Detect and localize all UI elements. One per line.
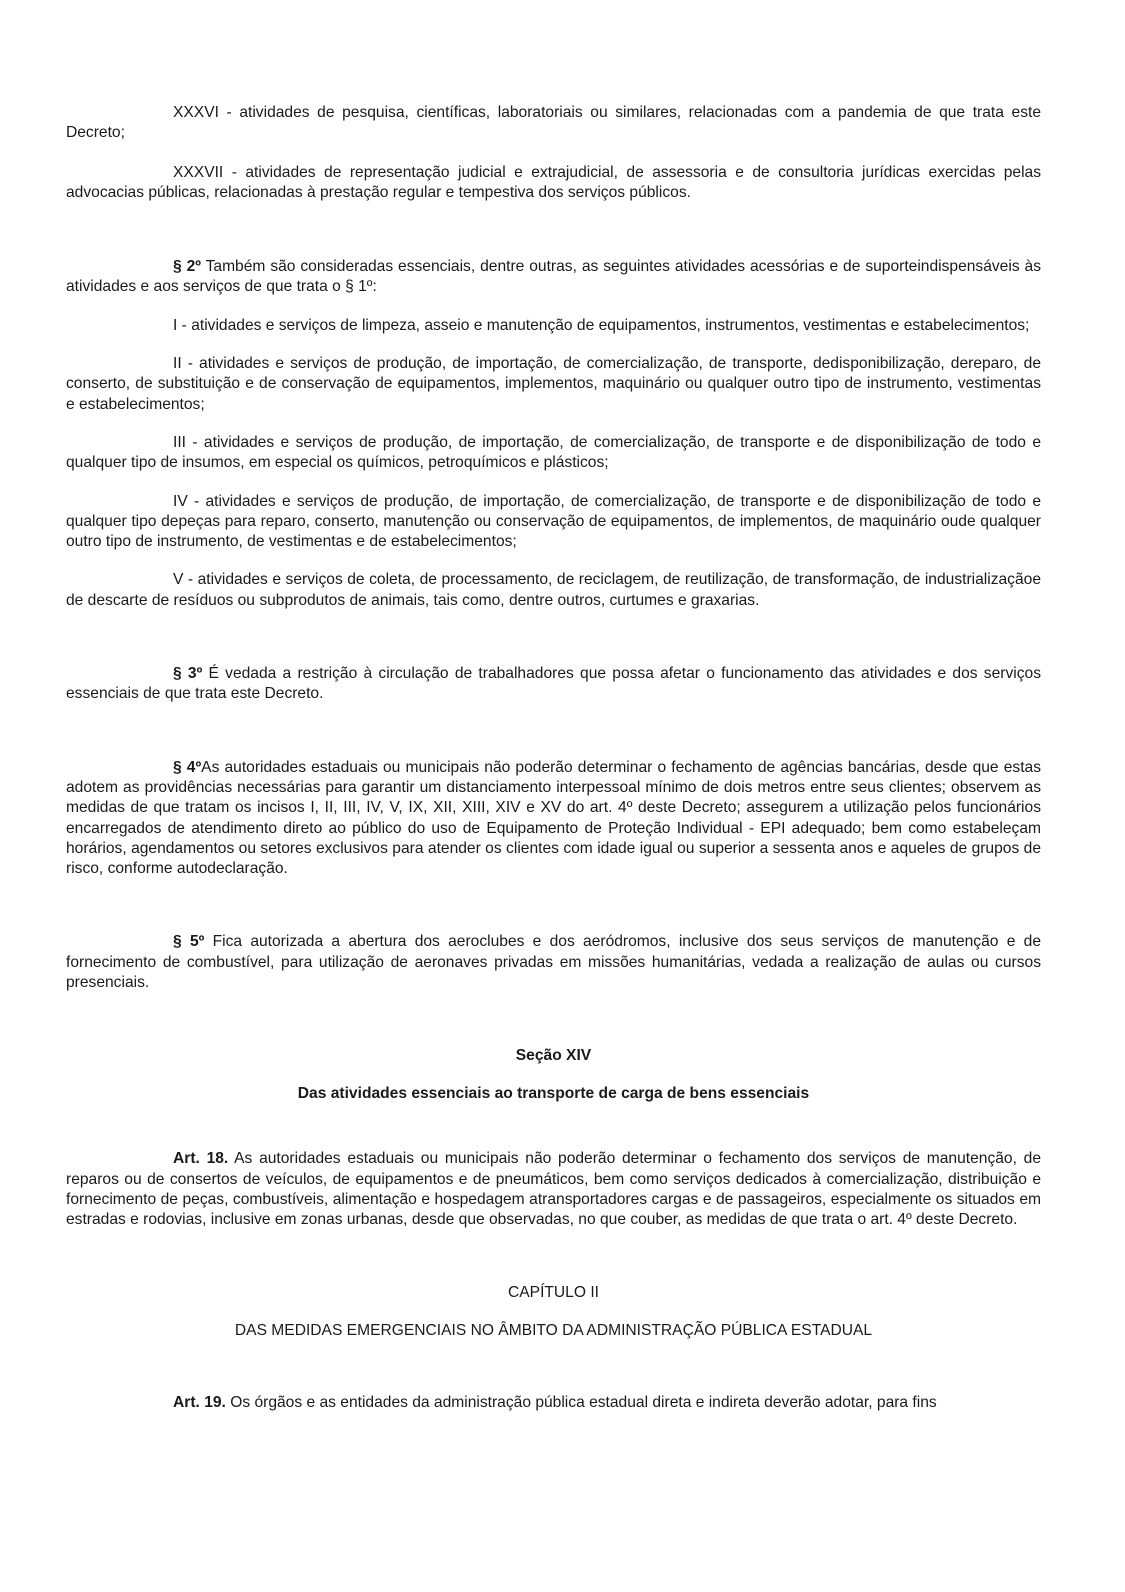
- inciso-xxxvii: XXXVII - atividades de representação judicial e extrajudicial, de assessoria e de consultoria jurídicas exercidas pelas advocacias públicas, relacionadas à prestação regular e tempestiva dos serviços públicos.: [66, 163, 1041, 201]
- inciso-iii: III - atividades e serviços de produção, de importação, de comercialização, de transporte e de disponibilização de todo e qualquer tipo de insumos, em especial os químicos, petroquímicos e plásticos;: [66, 433, 1041, 472]
- paragraph-5-text: Fica autorizada a abertura dos aeroclubes e dos aeródromos, inclusive dos seus serviços de manutenção e de fornecimento de combustível, para utilização de aeronaves privadas em missões humanitárias, vedada a realização de aulas ou cursos presenciais.: [66, 933, 1041, 992]
- inciso-ii: II - atividades e serviços de produção, de importação, de comercialização, de transporte, dedisponibilização, dereparo, de conserto, de substituição e de conservação de equipamentos, implementos, maquinário ou qualquer outro tipo de instrumento, vestimentas e estabelecimentos;: [66, 355, 1041, 413]
- article-19-label: Art. 19.: [173, 1393, 226, 1411]
- article-18-label: Art. 18.: [173, 1150, 229, 1168]
- paragraph-2-label: § 2º: [173, 258, 201, 276]
- article-19: [66, 1393, 1041, 1413]
- paragraph-4: [66, 758, 1041, 880]
- article-18: [66, 1149, 1041, 1230]
- inciso-v: V - atividades e serviços de coleta, de processamento, de reciclagem, de reutilização, de transformação, de industrializaçãoe de descarte de resíduos ou subprodutos de animais, tais como, dentre outros, curtumes e graxarias.: [66, 571, 1041, 609]
- chapter-title: CAPÍTULO II: [508, 1283, 599, 1301]
- inciso-iv: IV - atividades e serviços de produção, de importação, de comercialização, de transporte e de disponibilização de todo e qualquer tipo depeças para reparo, conserto, manutenção ou conservação de equipamentos, de implementos, de maquinário oude qualquer outro tipo de instrumento, de vestimentas e de estabelecimentos;: [66, 492, 1041, 551]
- inciso-xxxvi: XXXVI - atividades de pesquisa, científicas, laboratoriais ou similares, relacionadas com a pandemia de que trata este Decreto;: [66, 104, 1041, 142]
- inciso-i: I - atividades e serviços de limpeza, asseio e manutenção de equipamentos, instrumentos, vestimentas e estabelecimentos;: [173, 316, 1030, 334]
- paragraph-3: [66, 664, 1041, 705]
- paragraph-4-label: § 4º: [173, 758, 202, 776]
- chapter-subtitle: DAS MEDIDAS EMERGENCIAIS NO ÂMBITO DA ADMINISTRAÇÃO PÚBLICA ESTADUAL: [234, 1321, 873, 1339]
- paragraph-2: [66, 257, 1041, 298]
- section-subtitle: Das atividades essenciais ao transporte de carga de bens essenciais: [297, 1085, 810, 1103]
- paragraph-5: [66, 932, 1041, 993]
- article-19-text: Os órgãos e as entidades da administração pública estadual direta e indireta deverão adotar, para fins: [225, 1393, 937, 1411]
- paragraph-3-label: § 3º: [173, 665, 203, 683]
- paragraph-2-text: Também são consideradas essenciais, dentre outras, as seguintes atividades acessórias e de suporteindispensáveis às atividades e aos serviços de que trata o § 1º:: [66, 258, 1042, 296]
- article-18-text: As autoridades estaduais ou municipais não poderão determinar o fechamento dos serviços de manutenção, de reparos ou de consertos de veículos, de equipamentos e de pneumáticos, bem como serviços dedicados à comercialização, distribuição e fornecimento de peças, combustíveis, alimentação e hospedagem atransportadores cargas e de passageiros, especialmente os situados em estradas e rodovias, inclusive em zonas urbanas, desde que observadas, no que couber, as medidas de que trata o art. 4º deste Decreto.: [66, 1150, 1042, 1229]
- paragraph-3-text: É vedada a restrição à circulação de trabalhadores que possa afetar o funcionamento das atividades e dos serviços essenciais de que trata este Decreto.: [66, 665, 1041, 703]
- section-title: Seção XIV: [515, 1047, 592, 1065]
- paragraph-4-text: As autoridades estaduais ou municipais não poderão determinar o fechamento de agências bancárias, desde que estas adotem as providências necessárias para garantir um distanciamento interpessoal mínimo de dois metros entre seus clientes; observem as medidas de que tratam os incisos I, II, III, IV, V, IX, XII, XIII, XIV e XV do art. 4º deste Decreto; assegurem a utilização pelos funcionários encarregados de atendimento direto ao público do uso de Equipamento de Proteção Individual - EPI adequado; bem como estabeleçam horários, agendamentos ou setores exclusivos para atender os clientes com idade igual ou superior a sessenta anos e aqueles de grupos de risco, conforme autodeclaração.: [66, 758, 1041, 878]
- paragraph-5-label: § 5º: [173, 933, 205, 951]
